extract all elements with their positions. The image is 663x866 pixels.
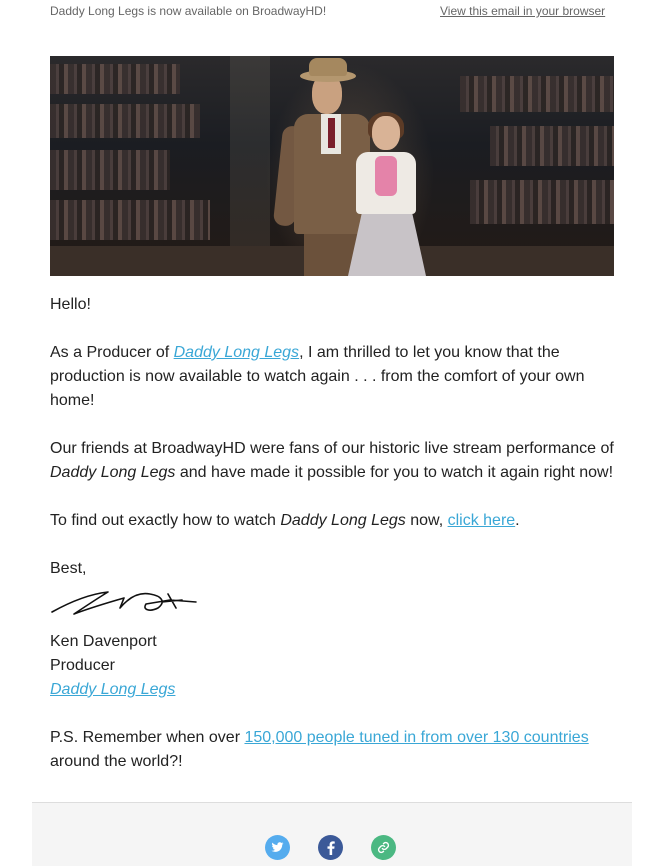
link-icon[interactable]	[371, 835, 396, 860]
postscript	[50, 726, 625, 774]
signoff-text: Best,	[50, 560, 87, 577]
hero-image	[50, 56, 614, 276]
preheader-text: Daddy Long Legs is now available on BroadwayHD!	[50, 4, 327, 18]
p2-text-end: and have made it possible for you to watch it again right now!	[175, 464, 614, 481]
daddy-long-legs-link[interactable]: Daddy Long Legs	[173, 344, 300, 361]
signature-title: Producer	[50, 657, 115, 674]
p3-show-title: Daddy Long Legs	[280, 512, 406, 529]
signature-show-link[interactable]: Daddy Long Legs	[50, 681, 176, 698]
p3-text-start: To find out exactly how to watch	[50, 512, 281, 529]
p2-text-start: Our friends at BroadwayHD were fans of our historic live stream performance of	[50, 440, 614, 457]
ps-text-start: P.S. Remember when over	[50, 729, 245, 746]
facebook-icon[interactable]	[318, 835, 343, 860]
twitter-icon[interactable]	[265, 835, 290, 860]
signature-block	[50, 630, 625, 702]
ps-text-end: around the world?!	[50, 753, 183, 770]
greeting	[50, 293, 625, 317]
paragraph-broadwayhd	[50, 437, 625, 485]
paragraph-how-to-watch	[50, 509, 625, 533]
p1-text-start: As a Producer of	[50, 344, 174, 361]
signoff	[50, 557, 625, 581]
greeting-text: Hello!	[50, 296, 91, 313]
view-in-browser-link[interactable]: View this email in your browser	[440, 4, 606, 18]
p1-text-end: , I am thrilled to let you know that the production is now available to watch again . . . from the comfort of your own home!	[50, 344, 585, 409]
p3-text-mid: now,	[405, 512, 448, 529]
p3-text-end: .	[515, 512, 520, 529]
click-here-link[interactable]: click here	[447, 512, 516, 529]
paragraph-intro	[50, 341, 625, 413]
livestream-stats-link[interactable]: 150,000 people tuned in from over 130 countries	[244, 729, 589, 746]
signature-image	[50, 584, 200, 620]
signature-name: Ken Davenport	[50, 633, 157, 650]
p2-show-title: Daddy Long Legs	[50, 464, 176, 481]
preheader-bar	[0, 0, 663, 24]
